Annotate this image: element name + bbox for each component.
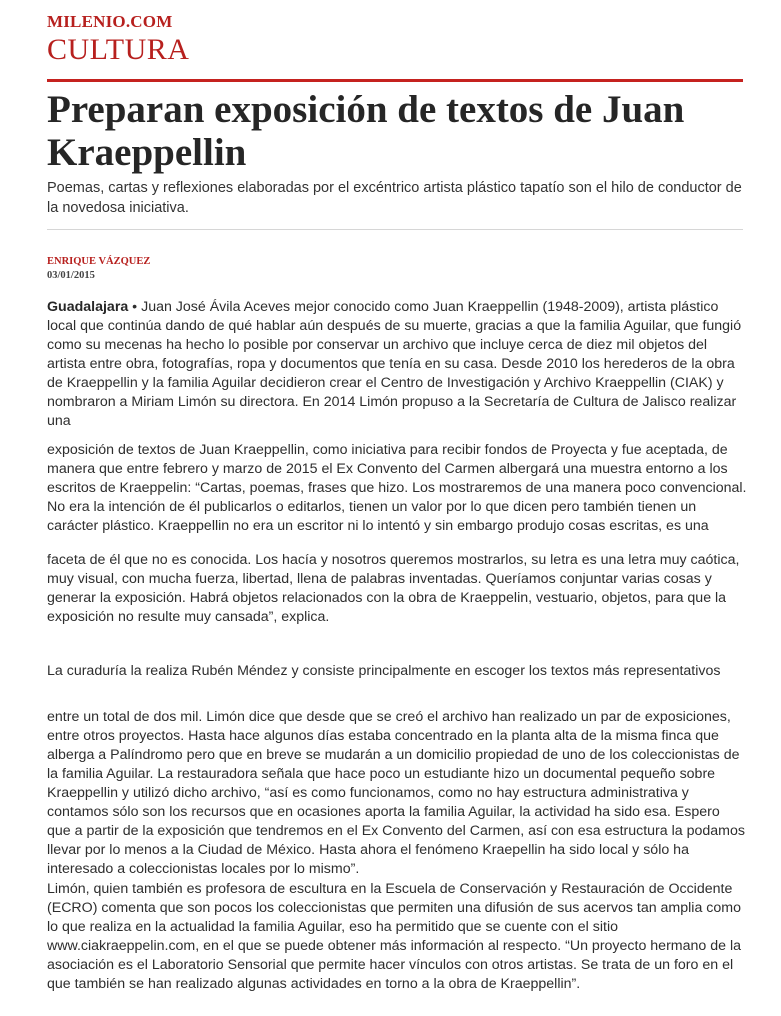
summary-divider (47, 229, 743, 230)
article-paragraph: faceta de él que no es conocida. Los hacía y nosotros queremos mostrarlos, su letra es una letra muy caótica, muy visual, con mucha fuerza, libertad, llena de palabras inventadas. Queríamos conjuntar varias cosas y generar la exposición. Habrá objetos relacionados con la obra de Kraeppelin, vestuario, objetos, para que la exposición no resulte muy cansada”, explica. (47, 552, 740, 625)
article-paragraph: Limón, quien también es profesora de escultura en la Escuela de Conservación y Restauración de Occidente (ECRO) comenta que son pocos los coleccionistas que permiten una difusión de sus acervos tan amplia como lo que realiza en la actualidad la familia Aguilar, eso ha permitido que se cuente con el sitio www.ciakraeppelin.com, en el que se puede obtener más información al respecto. “Un proyecto hermano de la asociación es el Laboratorio Sensorial que permite hacer vínculos con otros artistas. Se trata de un foro en el que también se han realizado algunas actividades en torno a la obra de Kraeppellin”. (47, 881, 741, 992)
article-paragraph: La curaduría la realiza Rubén Méndez y consiste principalmente en escoger los textos más representativos (47, 663, 721, 679)
article-author[interactable]: ENRIQUE VÁZQUEZ (47, 256, 151, 267)
article-date: 03/01/2015 (47, 270, 95, 281)
paragraph-text: Juan José Ávila Aceves mejor conocido como Juan Kraeppellin (1948-2009), artista plástico local que continúa dando de qué hablar aún después de su muerte, gracias a que la familia Aguilar, que fungió como su mecenas ha hecho lo posible por conservar un archivo que incluye cerca de diez mil objetos del artista entre obra, fotografías, ropa y documentos que tenía en su casa. Desde 2010 los herederos de la obra de Kraeppellin y la familia Aguilar decidieron crear el Centro de Investigación y Archivo Kraeppellin (CIAK) y nombraron a Miriam Limón su directora. En 2014 Limón propuso a la Secretaría de Cultura de Jalisco realizar una (47, 299, 742, 429)
article-dateline: Guadalajara (47, 299, 129, 315)
section-divider (47, 79, 743, 82)
article-paragraph: entre un total de dos mil. Limón dice que desde que se creó el archivo han realizado un par de exposiciones, entre otros proyectos. Hasta hace algunos días estaba concentrado en la planta alta de la misma finca que alberga a Palíndromo pero que en breve se mudarán a un domicilio propiedad de uno de los coleccionistas de la familia Aguilar. La restauradora señala que hace poco un estudiante hizo un documental pequeño sobre Kraeppellin y utilizó dicho archivo, “así es como funcionamos, como no hay estructura administrativa y contamos sólo son los recursos que en ocasiones aporta la familia Aguilar, la actividad ha sido esa. Espero que a partir de la exposición que tendremos en el Ex Convento del Carmen, así con esa estructura la podamos llevar por lo menos a la Ciudad de México. Hasta ahora el fenómeno Kraepellin ha sido local y sólo ha interesado a coleccionistas locales por lo mismo”. (47, 709, 745, 877)
article-paragraph: exposición de textos de Juan Kraeppellin, como iniciativa para recibir fondos de Proyecta y fue aceptada, de manera que entre febrero y marzo de 2015 el Ex Convento del Carmen albergará una muestra entorno a los escritos de Kraeppelin: “Cartas, poemas, frases que hizo. Los mostraremos de una manera poco convencional. No era la intención de él publicarlos o editarlos, tienen un valor por lo que dicen pero también tienen un carácter plástico. Kraeppellin no era un escritor ni lo intentó y sin embargo produjo cosas escritas, es una (47, 442, 747, 534)
article-headline: Preparan exposición de textos de Juan Kraeppellin (47, 88, 685, 174)
article-summary: Poemas, cartas y reflexiones elaboradas por el excéntrico artista plástico tapatío son el hilo de conductor de la novedosa iniciativa. (47, 180, 742, 216)
dateline-separator: • (128, 299, 142, 315)
section-title[interactable]: CULTURA (47, 33, 190, 66)
site-logo[interactable]: MILENIO.COM (47, 12, 173, 31)
article-paragraph (47, 298, 747, 431)
